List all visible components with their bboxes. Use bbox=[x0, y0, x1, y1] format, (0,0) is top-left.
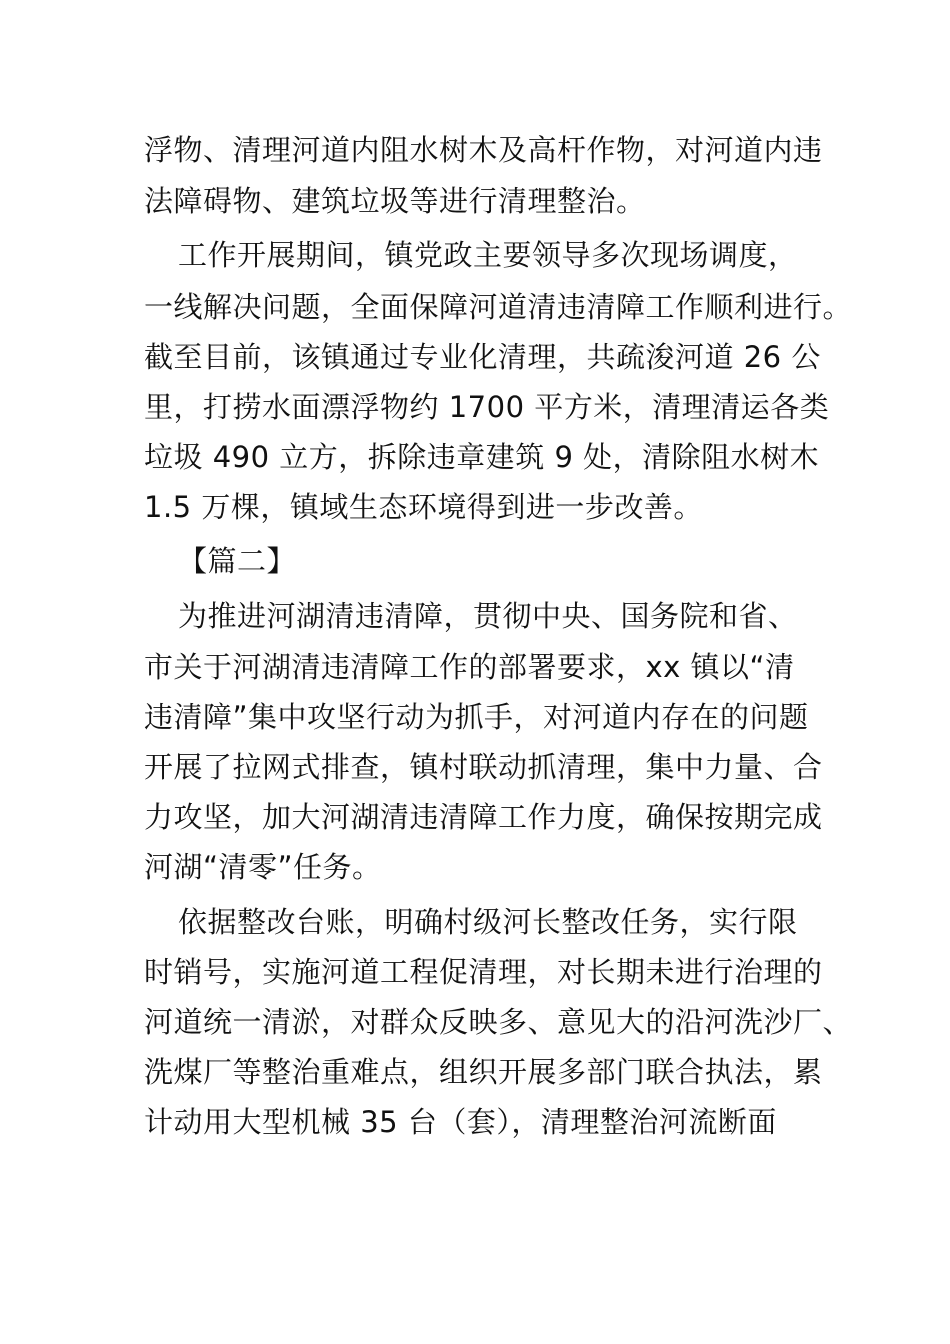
text-line: 法障碍物、建筑垃圾等进行清理整治。 bbox=[144, 184, 646, 218]
text-line: 垃圾 490 立方，拆除违章建筑 9 处，清除阻水树木 bbox=[144, 440, 820, 474]
paragraph-first-line: 为推进河湖清违清障，贯彻中央、国务院和省、 bbox=[178, 599, 798, 633]
text-line: 截至目前，该镇通过专业化清理，共疏浚河道 26 公 bbox=[144, 340, 821, 374]
text-line: 市关于河湖清违清障工作的部署要求，xx 镇以“清 bbox=[144, 650, 795, 684]
text-line: 时销号，实施河道工程促清理，对长期未进行治理的 bbox=[144, 955, 823, 989]
text-line: 力攻坚，加大河湖清违清障工作力度，确保按期完成 bbox=[144, 800, 823, 834]
text-line: 1.5 万棵，镇域生态环境得到进一步改善。 bbox=[144, 490, 703, 524]
text-line: 违清障”集中攻坚行动为抓手，对河道内存在的问题 bbox=[144, 700, 809, 734]
paragraph-first-line: 依据整改台账，明确村级河长整改任务，实行限 bbox=[178, 905, 798, 939]
paragraph-first-line: 工作开展期间，镇党政主要领导多次现场调度， bbox=[178, 238, 798, 272]
text-line: 浮物、清理河道内阻水树木及高杆作物，对河道内违 bbox=[144, 133, 823, 167]
text-line: 一线解决问题，全面保障河道清违清障工作顺利进行。 bbox=[144, 290, 853, 324]
text-line: 洗煤厂等整治重难点，组织开展多部门联合执法，累 bbox=[144, 1055, 823, 1089]
text-line: 里，打捞水面漂浮物约 1700 平方米，清理清运各类 bbox=[144, 390, 830, 424]
text-line: 河道统一清淤，对群众反映多、意见大的沿河洗沙厂、 bbox=[144, 1005, 853, 1039]
text-line: 计动用大型机械 35 台（套），清理整治河流断面 bbox=[144, 1105, 777, 1139]
text-line: 河湖“清零”任务。 bbox=[144, 850, 382, 884]
section-heading: 【篇二】 bbox=[178, 544, 297, 578]
text-line: 开展了拉网式排查，镇村联动抓清理，集中力量、合 bbox=[144, 750, 823, 784]
